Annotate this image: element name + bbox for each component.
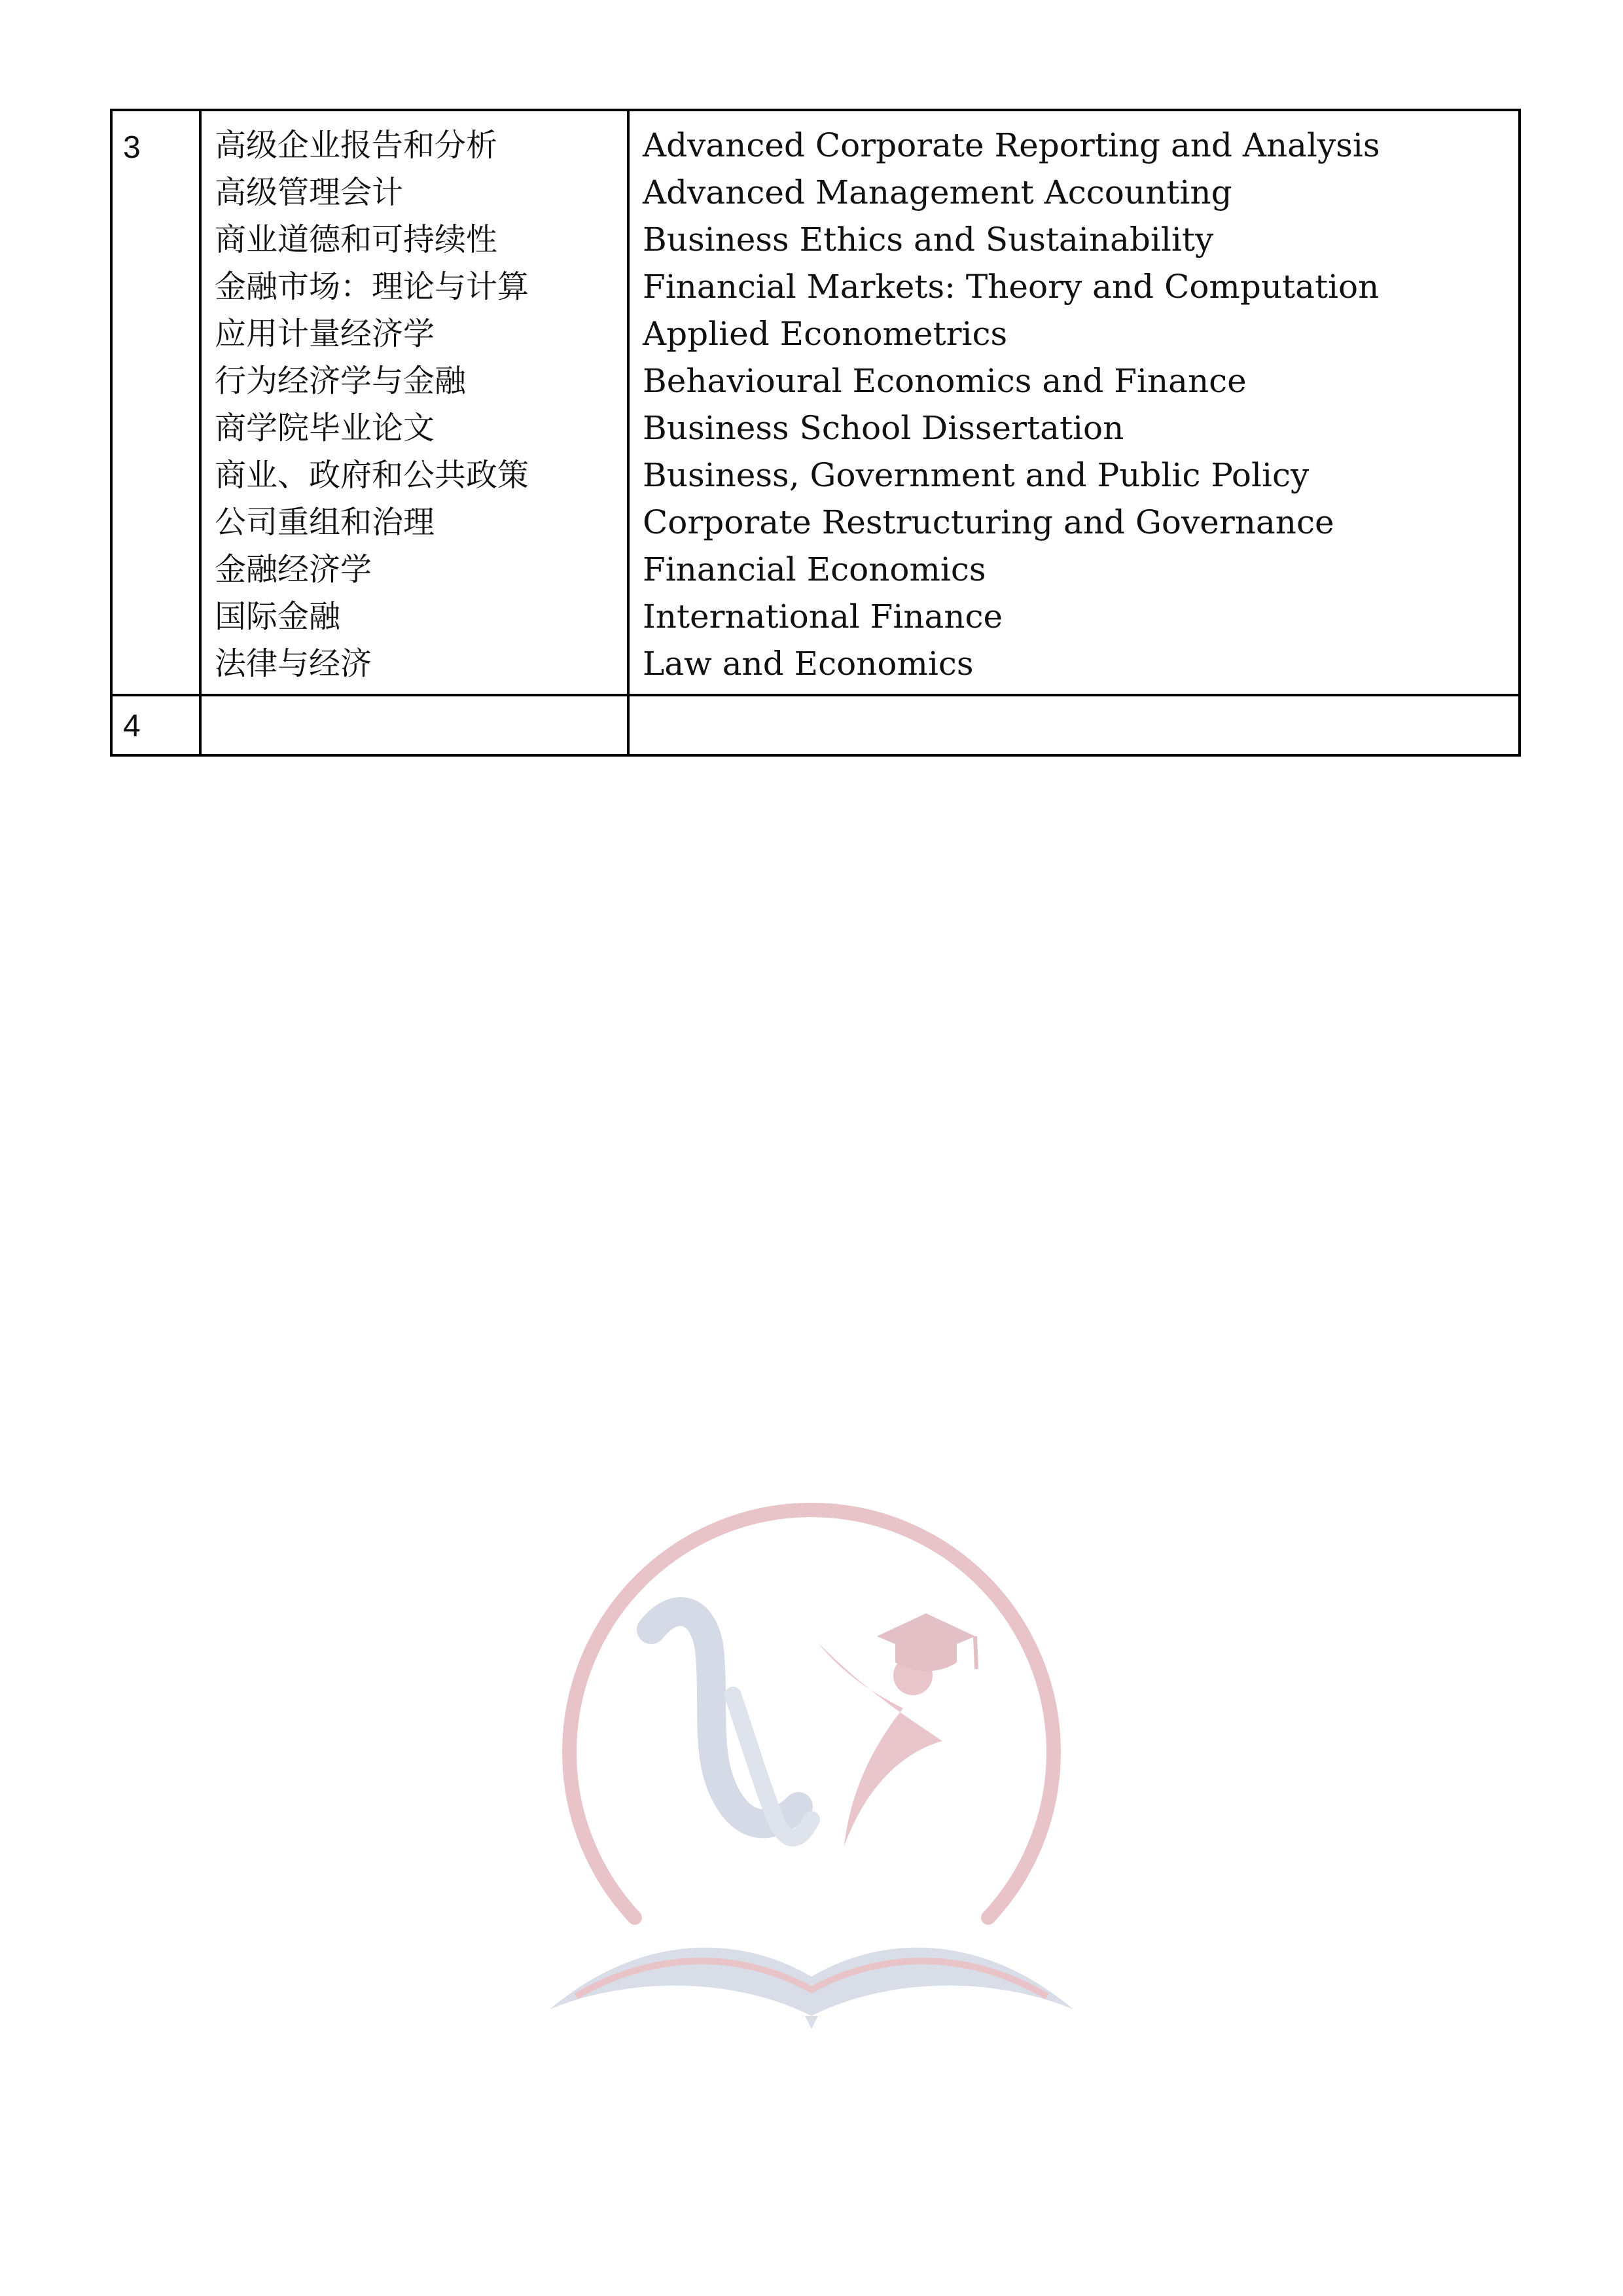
list-item: International Finance (643, 598, 1003, 636)
list-item: Financial Economics (643, 550, 986, 588)
list-item: 高级企业报告和分析 (215, 127, 498, 164)
chinese-course-cell (200, 110, 628, 695)
list-item: Behavioural Economics and Finance (643, 362, 1247, 400)
list-item: 应用计量经济学 (215, 315, 435, 352)
list-item: 公司重组和治理 (215, 504, 435, 541)
list-item: 商业道德和可持续性 (215, 221, 498, 258)
year-number: 4 (123, 709, 141, 744)
course-table (110, 109, 1521, 757)
list-item: 高级管理会计 (215, 174, 404, 211)
list-item: Corporate Restructuring and Governance (643, 503, 1334, 541)
list-item: Financial Markets: Theory and Computation (643, 268, 1380, 306)
table-row (111, 695, 1520, 755)
chinese-course-list (202, 111, 627, 694)
list-item: 商学院毕业论文 (215, 410, 435, 446)
list-item: 商业、政府和公共政策 (215, 457, 529, 493)
list-item: 金融市场：理论与计算 (215, 268, 529, 305)
english-course-cell (628, 110, 1520, 695)
year-number: 3 (123, 130, 141, 165)
list-item: Advanced Corporate Reporting and Analysis (643, 126, 1380, 164)
chinese-course-cell (200, 695, 628, 755)
list-item: Business Ethics and Sustainability (643, 221, 1214, 259)
list-item: Business, Government and Public Policy (643, 456, 1310, 494)
list-item: 国际金融 (215, 598, 341, 635)
education-logo-icon (537, 1479, 1086, 2029)
list-item: 金融经济学 (215, 551, 372, 588)
list-item: 法律与经济 (215, 645, 372, 682)
year-cell (111, 695, 200, 755)
table-row (111, 110, 1520, 695)
english-course-cell (628, 695, 1520, 755)
year-cell (111, 110, 200, 695)
list-item: 行为经济学与金融 (215, 363, 467, 399)
list-item: Law and Economics (643, 645, 974, 683)
english-course-list (630, 111, 1518, 694)
list-item: Advanced Management Accounting (643, 173, 1232, 211)
list-item: Applied Econometrics (643, 315, 1008, 353)
list-item: Business School Dissertation (643, 409, 1124, 447)
